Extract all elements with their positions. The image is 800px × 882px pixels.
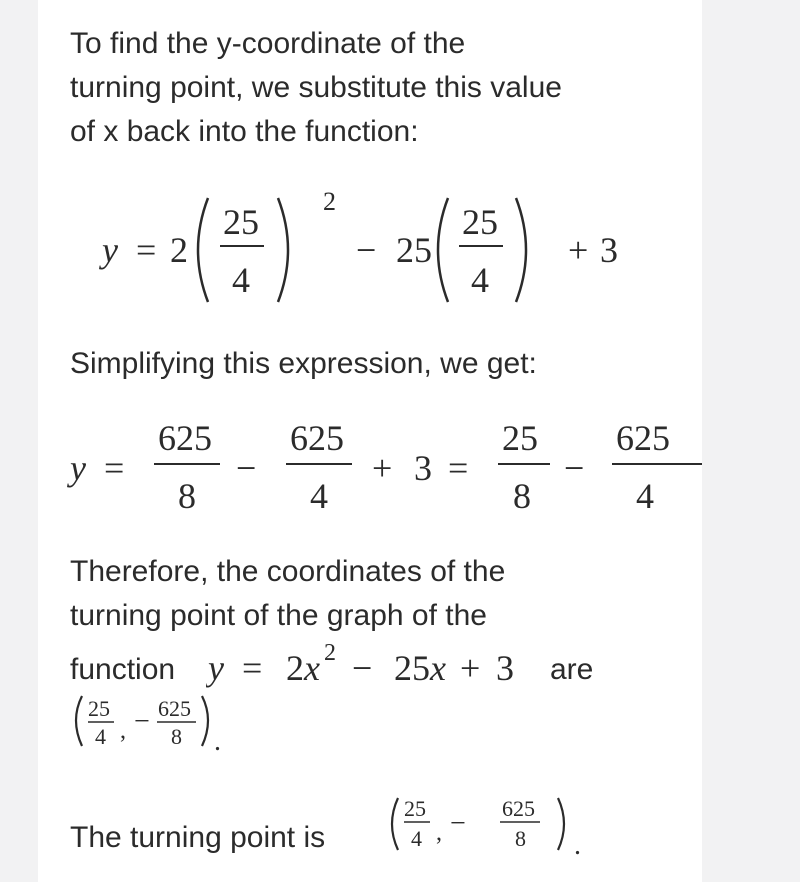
eq2-equals: =	[104, 448, 125, 488]
eq1-frac1-den: 4	[232, 260, 250, 300]
tp2-right-paren	[558, 798, 564, 850]
eq2-t4-num: 625	[616, 418, 670, 458]
tp2-minus: −	[450, 808, 466, 839]
intro-paragraph	[70, 22, 562, 154]
tp1-x-num: 25	[88, 696, 110, 721]
turning-point-final	[382, 790, 622, 860]
eq2-plus: +	[372, 448, 393, 488]
fx-y: y	[208, 648, 224, 688]
therefore-line-1: Therefore, the coordinates of the	[70, 555, 506, 588]
therefore-paragraph	[70, 550, 505, 638]
eq2-constant: 3	[414, 448, 432, 488]
conclusion-text: The turning point is	[70, 821, 326, 854]
intro-line-2: turning point, we substitute this value	[70, 71, 562, 104]
intro-line-1: To find the y-coordinate of the	[70, 27, 466, 60]
eq1-minus: −	[356, 230, 377, 270]
turning-point-inline	[68, 690, 328, 754]
are-word: are	[550, 653, 594, 686]
simplified-equation	[38, 410, 702, 520]
tp2-x-num: 25	[404, 796, 426, 821]
tp1-left-paren	[76, 696, 82, 746]
eq2-t1-num: 625	[158, 418, 212, 458]
tp1-y-num: 625	[158, 696, 191, 721]
function-word: function	[70, 653, 176, 686]
eq2-minus-2: −	[564, 448, 585, 488]
eq1-coef-a: 2	[170, 230, 188, 270]
eq1-left-paren-1	[198, 198, 208, 302]
eq1-frac2-num: 25	[462, 202, 498, 242]
fx-b: 25	[394, 648, 430, 688]
intro-line-3: of x back into the function:	[70, 115, 419, 148]
tp1-minus: −	[134, 706, 150, 737]
tp2-period: .	[574, 830, 581, 860]
eq2-t2-num: 625	[290, 418, 344, 458]
eq1-exponent: 2	[323, 187, 336, 216]
fx-plus: +	[460, 648, 481, 688]
eq2-equals-2: =	[448, 448, 469, 488]
eq1-left-paren-2	[438, 198, 448, 302]
fx-power: 2	[324, 640, 336, 666]
eq2-minus: −	[236, 448, 257, 488]
eq1-right-paren-1	[278, 198, 288, 302]
substitution-equation	[38, 180, 702, 310]
fx-c: 3	[496, 648, 514, 688]
eq1-coef-b: 25	[396, 230, 432, 270]
tp2-x-den: 4	[411, 826, 422, 851]
eq1-equals: =	[136, 230, 157, 270]
answer-panel	[38, 0, 702, 882]
tp1-comma: ,	[120, 718, 126, 744]
fx-a: 2	[286, 648, 304, 688]
eq1-constant: 3	[600, 230, 618, 270]
tp1-period: .	[214, 726, 221, 754]
tp1-x-den: 4	[95, 724, 106, 749]
eq2-t2-den: 4	[310, 476, 328, 516]
tp2-y-den: 8	[515, 826, 526, 851]
eq2-t3-num: 25	[502, 418, 538, 458]
fx-x2: x	[430, 648, 446, 688]
eq2-t4-den: 4	[636, 476, 654, 516]
fx-x: x	[304, 648, 320, 688]
eq2-t1-den: 8	[178, 476, 196, 516]
eq1-plus: +	[568, 230, 589, 270]
eq1-frac1-num: 25	[223, 202, 259, 242]
eq1-right-paren-2	[516, 198, 526, 302]
eq1-frac2-den: 4	[471, 260, 489, 300]
eq2-y: y	[70, 448, 86, 488]
function-expression	[206, 636, 586, 692]
tp1-right-paren	[202, 696, 208, 746]
simplify-paragraph: Simplifying this expression, we get:	[70, 347, 537, 380]
tp2-left-paren	[392, 798, 398, 850]
tp2-comma: ,	[436, 820, 442, 846]
fx-equals: =	[242, 648, 263, 688]
tp1-y-den: 8	[171, 724, 182, 749]
eq1-y: y	[102, 230, 118, 270]
therefore-line-2: turning point of the graph of the	[70, 599, 487, 632]
tp2-y-num: 625	[502, 796, 535, 821]
fx-minus: −	[352, 648, 373, 688]
eq2-t3-den: 8	[513, 476, 531, 516]
